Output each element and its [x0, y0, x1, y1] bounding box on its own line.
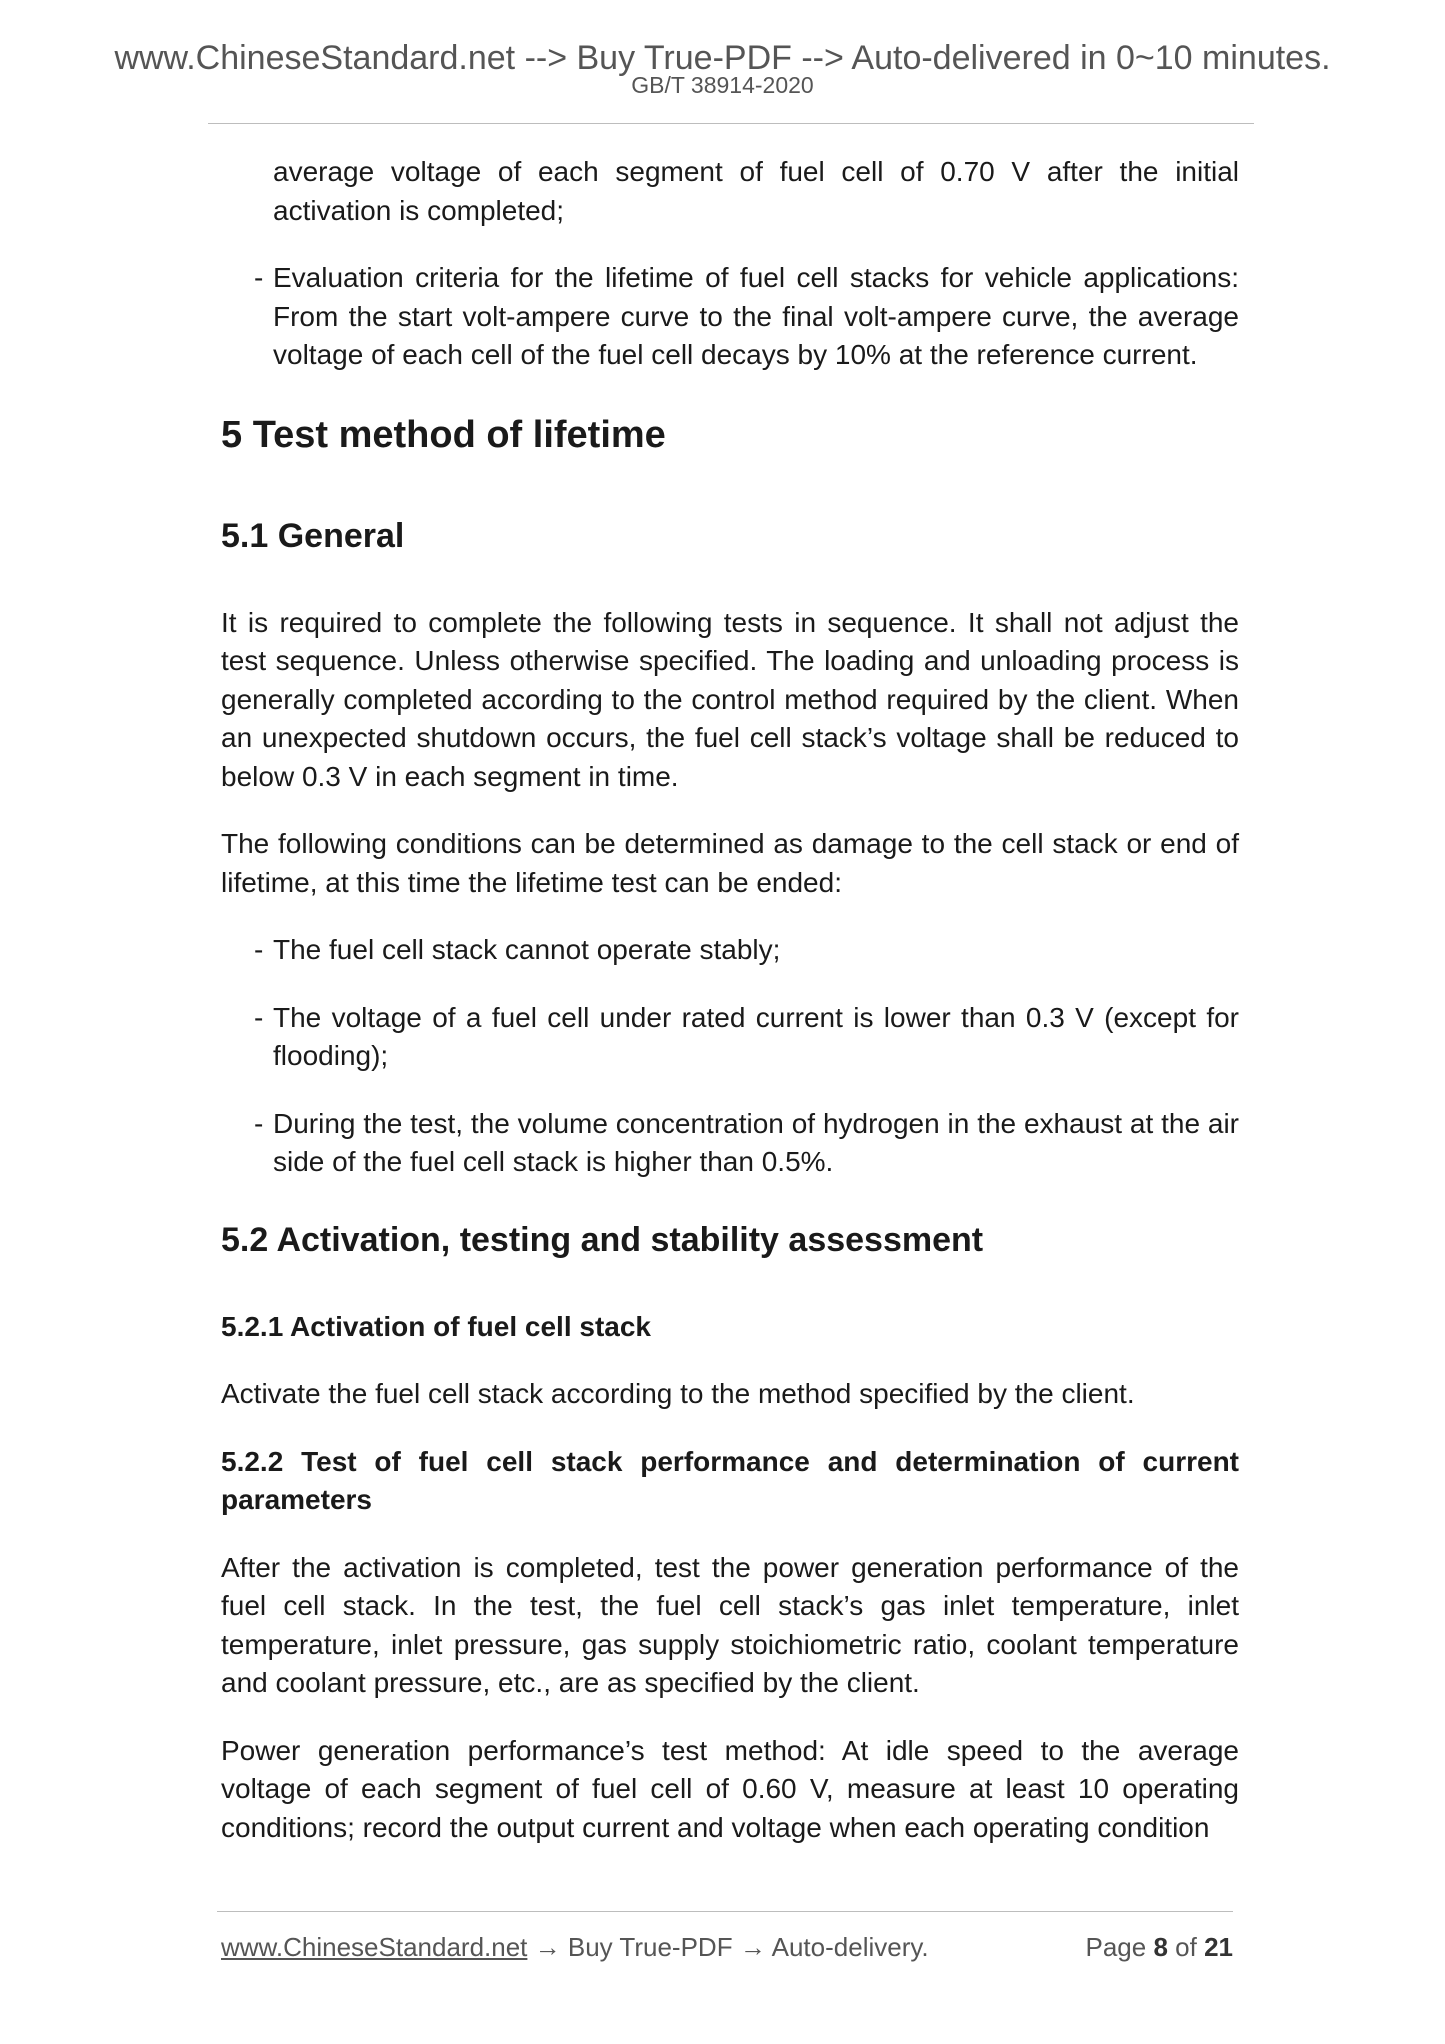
- list-item: [221, 1105, 1239, 1182]
- page-total: 21: [1204, 1932, 1233, 1962]
- page-footer: [221, 1930, 1233, 1964]
- page-current: 8: [1153, 1932, 1168, 1962]
- bullet-dash: -: [254, 1001, 264, 1033]
- arrow-icon: →: [739, 1932, 766, 1962]
- footer-delivery: Auto-delivery.: [771, 1932, 929, 1962]
- section-5-2-2-para-2: Power generation performance’s test method: At idle speed to the average voltage of each segment of fuel cell of 0.60 V, measure at least 10 operating conditions; record the output current and voltage when each operating condition: [221, 1734, 1239, 1843]
- section-5-2-2-title: 5.2.2 Test of fuel cell stack performance and determination of current parameters: [221, 1445, 1239, 1515]
- standard-code: GB/T 38914-2020: [631, 72, 814, 98]
- list-item: [221, 931, 1239, 970]
- section-5-2-1-title: 5.2.1 Activation of fuel cell stack: [221, 1310, 652, 1342]
- section-5-1-title: 5.1 General: [221, 516, 405, 555]
- list-item: [221, 999, 1239, 1076]
- section-5-1-para-2: The following conditions can be determined as damage to the cell stack or end of lifetime, at this time the lifetime test can be ended:: [221, 828, 1239, 898]
- section-5-title: 5 Test method of lifetime: [221, 413, 666, 456]
- page-number: [1085, 1930, 1233, 1964]
- footer-site-link[interactable]: www.ChineseStandard.net: [221, 1932, 528, 1962]
- intro-continuation: average voltage of each segment of fuel cell of 0.70 V after the initial activation is completed;: [273, 156, 1239, 226]
- section-5-2-title: 5.2 Activation, testing and stability assessment: [221, 1220, 984, 1259]
- arrow-icon: →: [534, 1932, 561, 1962]
- intro-bullet: [221, 259, 1239, 375]
- header-divider: [208, 123, 1254, 124]
- footer-divider: [217, 1911, 1233, 1912]
- bullet-text: Evaluation criteria for the lifetime of fuel cell stacks for vehicle applications: From the start volt-ampere curve to the final volt-ampere curve, the average voltage of each cell of the fuel cell decays by 10% at the reference current.: [273, 262, 1239, 370]
- bullet-text: The voltage of a fuel cell under rated current is lower than 0.3 V (except for flooding);: [273, 1001, 1239, 1071]
- bullet-dash: -: [254, 1107, 264, 1139]
- page-of: of: [1175, 1932, 1197, 1962]
- header-banner: www.ChineseStandard.net --> Buy True-PDF --> Auto-delivered in 0~10 minutes.: [114, 39, 1331, 77]
- section-5-2-1-para: Activate the fuel cell stack according to the method specified by the client.: [221, 1378, 1135, 1409]
- bullet-dash: -: [254, 934, 264, 965]
- section-5-1-para-1: It is required to complete the following tests in sequence. It shall not adjust the test sequence. Unless otherwise specified. The loading and unloading process is generally completed according to the control method required by the client. When an unexpected shutdown occurs, the fuel cell stack’s voltage shall be reduced to below 0.3 V in each segment in time.: [221, 606, 1239, 792]
- footer-buy: Buy True-PDF: [567, 1932, 733, 1962]
- page-label: Page: [1085, 1932, 1147, 1962]
- bullet-text: During the test, the volume concentration of hydrogen in the exhaust at the air side of the fuel cell stack is higher than 0.5%.: [273, 1107, 1239, 1177]
- bullet-dash: -: [254, 262, 264, 293]
- section-5-2-2-para-1: After the activation is completed, test the power generation performance of the fuel cell stack. In the test, the fuel cell stack’s gas inlet temperature, inlet temperature, inlet pressure, gas supply stoichiometric ratio, coolant temperature and coolant pressure, etc., are as specified by the client.: [221, 1551, 1239, 1698]
- bullet-text: The fuel cell stack cannot operate stably;: [273, 934, 781, 965]
- document-body: [221, 153, 1239, 1876]
